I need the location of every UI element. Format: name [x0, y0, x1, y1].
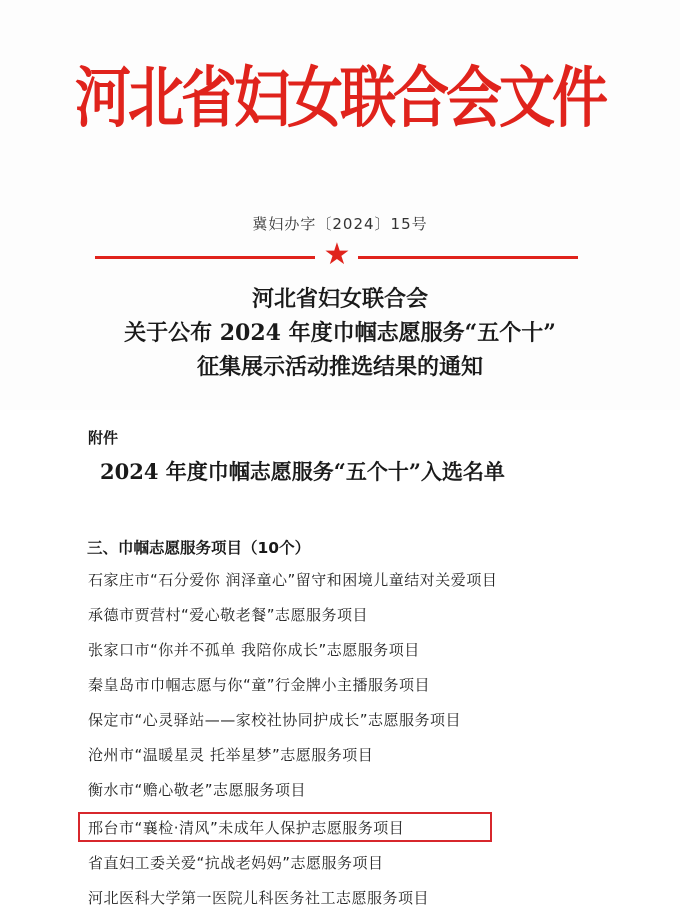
list-item: 沧州市“温暖星灵 托举星梦”志愿服务项目 — [88, 746, 374, 764]
list-item: 张家口市“你并不孤单 我陪你成长”志愿服务项目 — [88, 641, 420, 659]
section-heading: 三、巾帼志愿服务项目（10个） — [87, 539, 311, 557]
notice-title-line-2: 关于公布 2024 年度巾帼志愿服务“五个十” — [124, 320, 556, 346]
red-divider-left — [95, 256, 315, 259]
notice-title — [0, 282, 680, 384]
project-section — [0, 512, 680, 922]
list-item: 石家庄市“石分爱你 润泽童心”留守和困境儿童结对关爱项目 — [88, 571, 498, 589]
document-title: 河北省妇女联合会文件 — [75, 60, 605, 137]
attachment-label: 附件 — [88, 429, 119, 447]
notice-title-line-1: 河北省妇女联合会 — [251, 286, 428, 312]
list-item: 秦皇岛市巾帼志愿与你“童”行金牌小主播服务项目 — [88, 676, 431, 694]
list-title: 2024 年度巾帼志愿服务“五个十”入选名单 — [100, 459, 505, 484]
star-icon: ★ — [323, 237, 351, 272]
document-number: 冀妇办字〔2024〕15号 — [252, 215, 428, 233]
list-item: 河北医科大学第一医院儿科医务社工志愿服务项目 — [88, 889, 430, 907]
red-divider-right — [358, 256, 578, 259]
list-item: 保定市“心灵驿站——家校社协同护成长”志愿服务项目 — [88, 711, 462, 729]
list-item: 承德市贾营村“爱心敬老餐”志愿服务项目 — [88, 606, 369, 624]
list-item: 省直妇工委关爱“抗战老妈妈”志愿服务项目 — [88, 854, 384, 872]
notice-title-line-3: 征集展示活动推选结果的通知 — [196, 354, 483, 380]
document-header — [0, 0, 680, 410]
list-item: 衡水市“赡心敬老”志愿服务项目 — [88, 781, 307, 799]
highlighted-list-item: 邢台市“襄检·清风”未成年人保护志愿服务项目 — [88, 819, 405, 837]
